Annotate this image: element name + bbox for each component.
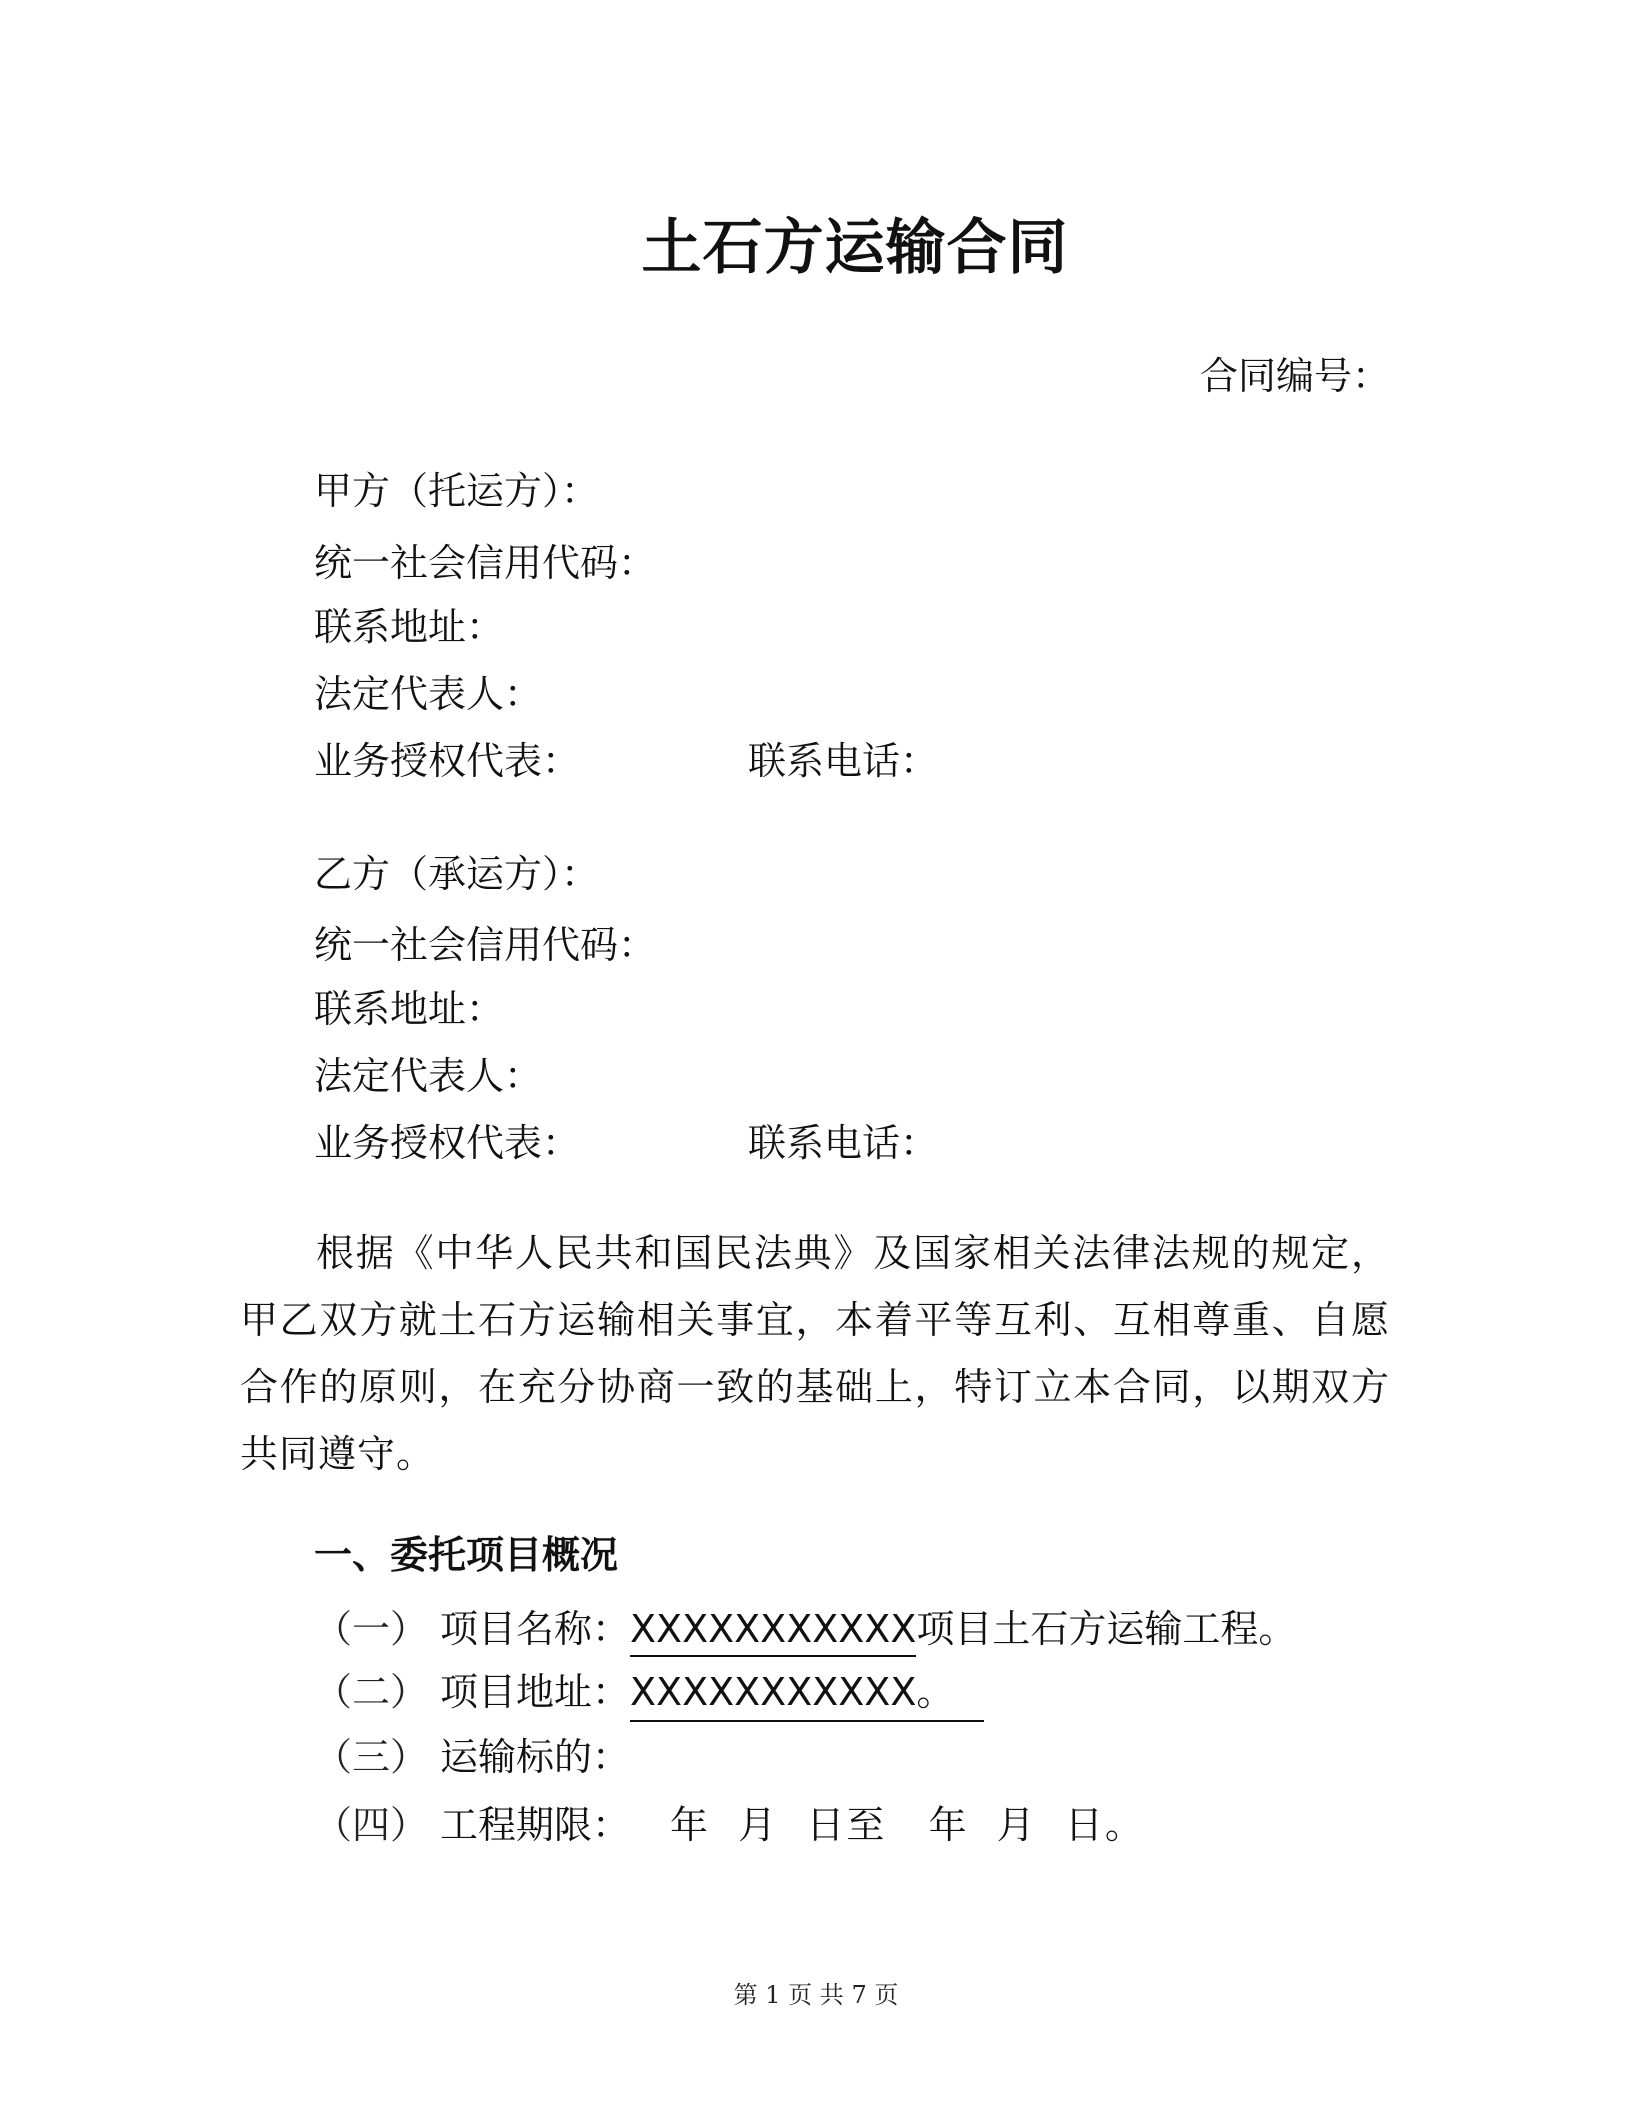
party-b-heading: 乙方（承运方）：: [314, 852, 600, 896]
contract-number-label: 合同编号：: [1200, 354, 1391, 398]
item-1-row: [440, 1598, 1296, 1657]
item-1-label: 项目名称：: [440, 1607, 631, 1651]
page-number: 第 1 页 共 7 页: [733, 1981, 899, 2009]
party-a-auth-rep-label: 业务授权代表：: [314, 739, 581, 783]
item-1-suffix: 项目土石方运输工程。: [916, 1607, 1297, 1651]
party-a-heading: 甲方（托运方）：: [314, 469, 600, 513]
item-4-row: [440, 1794, 1145, 1849]
party-b-legal-rep-label: 法定代表人：: [314, 1054, 543, 1098]
item-4-label: 工程期限：: [440, 1803, 631, 1847]
party-b-address-label: 联系地址：: [314, 987, 505, 1031]
party-a-credit-code-label: 统一社会信用代码：: [314, 541, 657, 585]
contract-title: 土石方运输合同: [641, 213, 1069, 283]
item-2-row: [440, 1661, 984, 1722]
preamble-paragraph: 根据《中华人民共和国民法典》及国家相关法律法规的规定，甲乙双方就土石方运输相关事宜，本着平等互利、互相尊重、自愿合作的原则，在充分协商一致的基础上，特订立本合同，以期双方共同遵守。: [240, 1231, 1390, 1476]
party-b-auth-rep-label: 业务授权代表：: [314, 1121, 581, 1165]
party-a-legal-rep-label: 法定代表人：: [314, 672, 543, 716]
item-4-number: （四）: [314, 1803, 429, 1847]
party-b-phone-label: 联系电话：: [748, 1121, 939, 1165]
party-a-phone-label: 联系电话：: [748, 739, 939, 783]
project-name-value: XXXXXXXXXXX: [630, 1607, 916, 1657]
party-a-address-label: 联系地址：: [314, 605, 505, 649]
item-2-label: 项目地址：: [440, 1670, 631, 1714]
project-address-value: XXXXXXXXXXX。: [630, 1661, 984, 1722]
party-b-credit-code-label: 统一社会信用代码：: [314, 923, 657, 967]
section-1-heading: 一、委托项目概况: [314, 1533, 619, 1577]
item-3-label: 运输标的：: [440, 1735, 631, 1779]
project-period-value: 年 月 日至 年 月 日。: [670, 1803, 1145, 1847]
item-3-number: （三）: [314, 1735, 429, 1779]
item-1-number: （一）: [314, 1607, 429, 1651]
item-2-number: （二）: [314, 1670, 429, 1714]
